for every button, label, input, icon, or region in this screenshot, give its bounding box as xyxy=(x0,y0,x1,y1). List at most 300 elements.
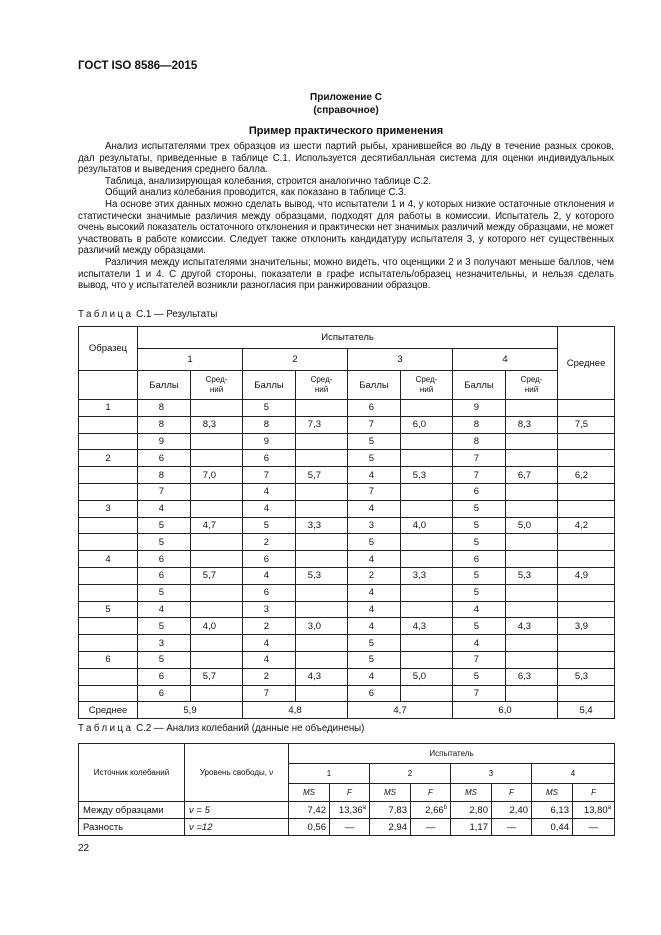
table-row xyxy=(79,651,615,668)
table-row xyxy=(79,500,615,517)
value-cell: 7,5 xyxy=(558,416,615,433)
header-ms: MS xyxy=(370,784,411,802)
value-cell: 4 xyxy=(348,584,401,601)
sample-cell xyxy=(79,483,138,500)
table-row xyxy=(79,467,615,484)
sample-cell xyxy=(79,467,138,484)
value-cell: 4 xyxy=(243,483,296,500)
value-cell: 6 xyxy=(453,483,506,500)
value-cell: 5,7 xyxy=(191,668,243,685)
value-cell: 5 xyxy=(138,584,191,601)
value-cell: 5,7 xyxy=(296,467,348,484)
value-cell: 3,9 xyxy=(558,618,615,635)
value-cell: 7 xyxy=(348,483,401,500)
document-code: ГОСТ ISO 8586—2015 xyxy=(78,60,198,72)
header-tester-number: 1 xyxy=(289,764,370,784)
value-cell: 2 xyxy=(243,534,296,551)
value-cell: 4 xyxy=(243,651,296,668)
value-cell xyxy=(401,483,453,500)
value-cell xyxy=(411,802,451,819)
value-cell xyxy=(451,819,492,836)
sample-cell xyxy=(79,635,138,652)
value-cell xyxy=(558,433,615,450)
value-cell xyxy=(558,500,615,517)
annex-subtitle: (справочное) xyxy=(313,105,379,116)
table-row xyxy=(79,534,615,551)
value-text: 7,42 xyxy=(307,804,326,816)
value-cell: 6 xyxy=(138,668,191,685)
value-cell xyxy=(296,500,348,517)
mean-value: 4,7 xyxy=(348,702,453,719)
value-cell: 7 xyxy=(138,483,191,500)
value-text: 2,80 xyxy=(469,804,488,816)
paragraph: Различия между испытателями значительны; можно видеть, что оценщики 2 и 3 получают меньше баллов, чем испытатели 1 и 4. С другой стороны, показатели в графе испытатель/образец незначительны, и нельзя сделать вывод, что у испытателей возникли разногласия при ранжировании образцов. xyxy=(78,256,614,292)
value-cell: 3,3 xyxy=(296,517,348,534)
table-row xyxy=(79,450,615,467)
value-cell: 7 xyxy=(348,416,401,433)
value-cell: 6 xyxy=(453,551,506,568)
value-cell xyxy=(558,584,615,601)
table-row xyxy=(79,668,615,685)
paragraph: На основе этих данных можно сделать вывод, что испытатели 1 и 4, у которых низкие остаточные отклонения и статистически значимые различия между образцами, подходят для работы в комиссии. Испытатель 2, у которого очень высокий показатель остаточного отклонения и практически нет значимых различий между образцами, не может участвовать в работе комиссии. Следует также отклонить кандидатуру испытателя 3, у которого нет существенных различий между образцами. xyxy=(78,198,614,257)
value-cell: 4 xyxy=(348,500,401,517)
value-cell xyxy=(191,551,243,568)
value-cell xyxy=(191,500,243,517)
table-row xyxy=(79,551,615,568)
value-cell: 6 xyxy=(138,450,191,467)
sample-cell: 1 xyxy=(79,400,138,417)
sample-cell: 3 xyxy=(79,500,138,517)
value-cell: 5 xyxy=(138,517,191,534)
value-cell xyxy=(401,635,453,652)
value-cell: 5 xyxy=(453,500,506,517)
value-cell: 9 xyxy=(453,400,506,417)
mean-value: 4,8 xyxy=(243,702,348,719)
value-cell: 4 xyxy=(348,467,401,484)
value-cell xyxy=(401,551,453,568)
value-cell xyxy=(558,551,615,568)
value-text: 13,80 xyxy=(583,804,608,816)
value-cell xyxy=(191,635,243,652)
value-cell: 5 xyxy=(453,668,506,685)
header-points: Баллы xyxy=(243,371,296,400)
value-cell xyxy=(401,400,453,417)
value-cell: 8 xyxy=(243,416,296,433)
value-cell xyxy=(401,433,453,450)
value-cell: 5 xyxy=(243,517,296,534)
value-cell xyxy=(191,685,243,702)
value-cell: 5 xyxy=(348,433,401,450)
value-cell xyxy=(191,433,243,450)
table-c2-caption xyxy=(78,723,364,734)
header-tester-number: 3 xyxy=(348,349,453,371)
value-text: 7,83 xyxy=(388,804,407,816)
value-cell: 3 xyxy=(138,635,191,652)
header-f: F xyxy=(492,784,532,802)
value-text: 2,66 xyxy=(425,804,444,816)
value-cell xyxy=(558,651,615,668)
value-cell: 6 xyxy=(243,450,296,467)
value-cell: 6 xyxy=(138,567,191,584)
value-cell: 4,3 xyxy=(296,668,348,685)
value-cell xyxy=(296,651,348,668)
value-cell xyxy=(401,685,453,702)
value-cell xyxy=(191,534,243,551)
value-cell: 4 xyxy=(243,500,296,517)
value-cell xyxy=(506,400,558,417)
value-text: 0,56 xyxy=(307,821,326,833)
table-row xyxy=(79,567,615,584)
value-cell: 8 xyxy=(138,467,191,484)
sample-cell xyxy=(79,584,138,601)
value-cell: 7,0 xyxy=(191,467,243,484)
value-cell: 6 xyxy=(138,685,191,702)
value-cell xyxy=(451,802,492,819)
caption-prefix: Таблица xyxy=(78,723,134,734)
value-cell: 3 xyxy=(348,517,401,534)
table-row xyxy=(79,601,615,618)
value-cell: 4,7 xyxy=(191,517,243,534)
mean-value: 6,0 xyxy=(453,702,558,719)
table-row xyxy=(79,584,615,601)
value-cell xyxy=(506,551,558,568)
value-cell: 6,7 xyxy=(506,467,558,484)
value-cell xyxy=(296,433,348,450)
header-mean: Среднее xyxy=(558,327,615,400)
value-cell: 4,3 xyxy=(506,618,558,635)
value-cell: 4,0 xyxy=(401,517,453,534)
value-cell: 5,0 xyxy=(506,517,558,534)
value-cell: 4 xyxy=(243,567,296,584)
value-cell: 6 xyxy=(348,400,401,417)
value-cell: 4 xyxy=(138,601,191,618)
table-row xyxy=(79,802,615,819)
header-ms: MS xyxy=(289,784,330,802)
source-cell: Разность xyxy=(79,819,185,836)
table-row xyxy=(79,819,615,836)
source-cell: Между образцами xyxy=(79,802,185,819)
header-source: Источник колебаний xyxy=(79,744,185,802)
header-tester: Испытатель xyxy=(138,327,558,349)
header-ms: MS xyxy=(451,784,492,802)
value-cell: 4,2 xyxy=(558,517,615,534)
value-cell xyxy=(492,819,532,836)
sample-cell xyxy=(79,433,138,450)
value-cell xyxy=(401,601,453,618)
value-cell: 4 xyxy=(348,668,401,685)
header-tester: Испытатель xyxy=(289,744,615,764)
value-cell xyxy=(330,819,370,836)
value-cell xyxy=(506,500,558,517)
footnote-marker: a xyxy=(362,804,366,811)
value-cell: 8 xyxy=(138,416,191,433)
table-row xyxy=(79,635,615,652)
sample-cell xyxy=(79,567,138,584)
value-cell: 8 xyxy=(453,416,506,433)
table-c1-caption xyxy=(78,309,217,320)
header-f: F xyxy=(330,784,370,802)
value-cell: 8,3 xyxy=(506,416,558,433)
value-cell: 6 xyxy=(138,551,191,568)
sample-cell xyxy=(79,416,138,433)
header-average xyxy=(401,371,453,400)
value-cell xyxy=(191,400,243,417)
value-cell xyxy=(296,534,348,551)
value-cell xyxy=(558,483,615,500)
header-average xyxy=(506,371,558,400)
value-cell xyxy=(191,483,243,500)
sample-cell xyxy=(79,618,138,635)
value-cell xyxy=(296,685,348,702)
table-row xyxy=(79,618,615,635)
value-cell xyxy=(191,601,243,618)
table-row xyxy=(79,517,615,534)
footnote-marker: b xyxy=(443,804,447,811)
value-text: 13,36 xyxy=(338,804,363,816)
table-row xyxy=(79,416,615,433)
caption-text: С.1 — Результаты xyxy=(133,309,218,320)
value-cell xyxy=(401,534,453,551)
value-cell xyxy=(296,450,348,467)
header-f: F xyxy=(411,784,451,802)
value-cell xyxy=(296,635,348,652)
value-cell xyxy=(296,483,348,500)
value-cell: 4 xyxy=(453,635,506,652)
header-points: Баллы xyxy=(453,371,506,400)
annex-title: Приложение С xyxy=(310,92,382,103)
value-text: — xyxy=(506,821,517,833)
value-text: — xyxy=(344,821,355,833)
mean-row xyxy=(79,702,615,719)
value-cell xyxy=(191,651,243,668)
value-cell: 5,3 xyxy=(558,668,615,685)
sample-cell xyxy=(79,668,138,685)
header-points: Баллы xyxy=(138,371,191,400)
value-cell: 5 xyxy=(453,534,506,551)
value-cell: 5 xyxy=(138,618,191,635)
header-average-text: Сред- ний xyxy=(520,375,543,394)
value-cell: 4 xyxy=(138,500,191,517)
value-cell: 4 xyxy=(348,601,401,618)
value-cell: 4,9 xyxy=(558,567,615,584)
value-cell: 7 xyxy=(453,450,506,467)
header-average-text: Сред- ний xyxy=(310,375,333,394)
header-sample: Образец xyxy=(79,327,138,371)
value-cell: 5,3 xyxy=(401,467,453,484)
value-cell: 7,3 xyxy=(296,416,348,433)
header-blank xyxy=(79,371,138,400)
value-cell xyxy=(506,483,558,500)
header-tester-number: 1 xyxy=(138,349,243,371)
value-cell: 5,3 xyxy=(506,567,558,584)
value-cell: 2 xyxy=(348,567,401,584)
value-cell xyxy=(506,450,558,467)
value-cell: 8 xyxy=(138,400,191,417)
value-cell: 9 xyxy=(243,433,296,450)
value-cell xyxy=(401,584,453,601)
mean-label: Среднее xyxy=(79,702,138,719)
value-cell: 5,7 xyxy=(191,567,243,584)
value-cell xyxy=(558,685,615,702)
header-average xyxy=(296,371,348,400)
value-cell xyxy=(558,635,615,652)
value-cell: 4 xyxy=(348,551,401,568)
value-cell: 4,3 xyxy=(401,618,453,635)
value-cell: 6,3 xyxy=(506,668,558,685)
value-text: 2,94 xyxy=(388,821,407,833)
value-cell xyxy=(506,433,558,450)
value-cell: 5 xyxy=(453,618,506,635)
mean-value: 5,9 xyxy=(138,702,243,719)
header-tester-number: 2 xyxy=(243,349,348,371)
header-ms: MS xyxy=(532,784,573,802)
value-cell xyxy=(573,819,615,836)
value-cell xyxy=(191,584,243,601)
header-f: F xyxy=(573,784,615,802)
value-cell: 5 xyxy=(348,534,401,551)
value-cell: 9 xyxy=(138,433,191,450)
sample-cell: 6 xyxy=(79,651,138,668)
value-text: 6,13 xyxy=(550,804,569,816)
value-cell xyxy=(401,500,453,517)
value-cell: 7 xyxy=(453,651,506,668)
value-cell xyxy=(330,802,370,819)
mean-value: 5,4 xyxy=(558,702,615,719)
value-cell xyxy=(411,819,451,836)
header-tester-number: 4 xyxy=(532,764,615,784)
value-cell: 7 xyxy=(453,685,506,702)
value-cell: 6 xyxy=(243,551,296,568)
value-cell: 7 xyxy=(243,467,296,484)
value-cell: 4 xyxy=(453,601,506,618)
table-row xyxy=(79,685,615,702)
annex-heading xyxy=(78,91,614,117)
value-cell: 7 xyxy=(453,467,506,484)
value-cell xyxy=(296,551,348,568)
value-cell xyxy=(506,635,558,652)
value-cell: 7 xyxy=(243,685,296,702)
value-cell xyxy=(558,400,615,417)
value-cell: 5 xyxy=(453,517,506,534)
value-cell xyxy=(532,802,573,819)
value-cell: 6,2 xyxy=(558,467,615,484)
header-average-text: Сред- ний xyxy=(205,375,228,394)
footnote-marker: a xyxy=(607,804,612,811)
header-average-text: Сред- ний xyxy=(415,375,438,394)
value-cell xyxy=(573,802,615,819)
value-cell: 5 xyxy=(138,651,191,668)
value-cell xyxy=(296,400,348,417)
value-cell xyxy=(558,450,615,467)
body-text xyxy=(78,141,614,292)
value-cell xyxy=(370,802,411,819)
caption-prefix: Таблица xyxy=(78,309,134,320)
value-cell: 5 xyxy=(453,567,506,584)
value-cell: 2 xyxy=(243,618,296,635)
value-text: 2,40 xyxy=(509,804,528,816)
value-cell xyxy=(401,450,453,467)
value-text: — xyxy=(588,821,599,833)
value-cell: 5 xyxy=(138,534,191,551)
value-cell: 5 xyxy=(348,450,401,467)
sample-cell: 4 xyxy=(79,551,138,568)
value-cell xyxy=(370,819,411,836)
value-cell: 6,0 xyxy=(401,416,453,433)
page-number: 22 xyxy=(78,843,90,854)
value-cell xyxy=(401,651,453,668)
value-cell: 3,0 xyxy=(296,618,348,635)
value-cell: 5 xyxy=(453,584,506,601)
paragraph: Таблица, анализирующая колебания, строится аналогично таблице С.2. xyxy=(105,175,432,187)
value-cell xyxy=(492,802,532,819)
value-cell xyxy=(506,651,558,668)
value-cell: 5 xyxy=(348,635,401,652)
sample-cell: 2 xyxy=(79,450,138,467)
value-cell xyxy=(289,819,330,836)
value-cell: 4,0 xyxy=(191,618,243,635)
value-cell: 4 xyxy=(243,635,296,652)
header-average xyxy=(191,371,243,400)
value-cell: 4 xyxy=(348,618,401,635)
value-cell xyxy=(506,534,558,551)
value-cell xyxy=(558,534,615,551)
table-row xyxy=(79,433,615,450)
caption-text: С.2 — Анализ колебаний (данные не объединены) xyxy=(133,723,365,734)
value-cell xyxy=(296,584,348,601)
table-row xyxy=(79,483,615,500)
table-row xyxy=(79,400,615,417)
value-text: — xyxy=(425,821,436,833)
value-text: 1,17 xyxy=(469,821,488,833)
value-cell: 3,3 xyxy=(401,567,453,584)
value-cell: 3 xyxy=(243,601,296,618)
value-cell xyxy=(532,819,573,836)
value-cell: 6 xyxy=(348,685,401,702)
table-c1-results xyxy=(78,326,615,719)
value-cell xyxy=(191,450,243,467)
header-df: Уровень свободы, ν xyxy=(185,744,289,802)
header-points: Баллы xyxy=(348,371,401,400)
sample-cell xyxy=(79,534,138,551)
df-cell: ν = 5 xyxy=(185,802,289,819)
value-text: 0,44 xyxy=(550,821,569,833)
value-cell: 5 xyxy=(243,400,296,417)
value-cell: 6 xyxy=(243,584,296,601)
section-title: Пример практического применения xyxy=(248,125,444,137)
table-c2-variance xyxy=(78,743,615,836)
value-cell xyxy=(296,601,348,618)
value-cell: 5,3 xyxy=(296,567,348,584)
value-cell xyxy=(506,601,558,618)
header-tester-number: 3 xyxy=(451,764,532,784)
paragraph: Общий анализ колебания проводится, как показано в таблице С.3. xyxy=(105,187,407,199)
value-cell: 8 xyxy=(453,433,506,450)
paragraph: Анализ испытателями трех образцов из шести партий рыбы, хранившейся во льду в течение разных сроков, дал результаты, приведенные в таблице С.1. Используется десятибалльная система для оценки индивидуальных результатов и выведения среднего балла. xyxy=(78,141,614,176)
df-cell: ν =12 xyxy=(185,819,289,836)
value-cell xyxy=(558,601,615,618)
value-cell: 8,3 xyxy=(191,416,243,433)
header-tester-number: 4 xyxy=(453,349,558,371)
sample-cell: 5 xyxy=(79,601,138,618)
value-cell: 5,0 xyxy=(401,668,453,685)
value-cell xyxy=(506,685,558,702)
value-cell: 5 xyxy=(348,651,401,668)
value-cell: 2 xyxy=(243,668,296,685)
value-cell xyxy=(506,584,558,601)
header-tester-number: 2 xyxy=(370,764,451,784)
sample-cell xyxy=(79,685,138,702)
sample-cell xyxy=(79,517,138,534)
